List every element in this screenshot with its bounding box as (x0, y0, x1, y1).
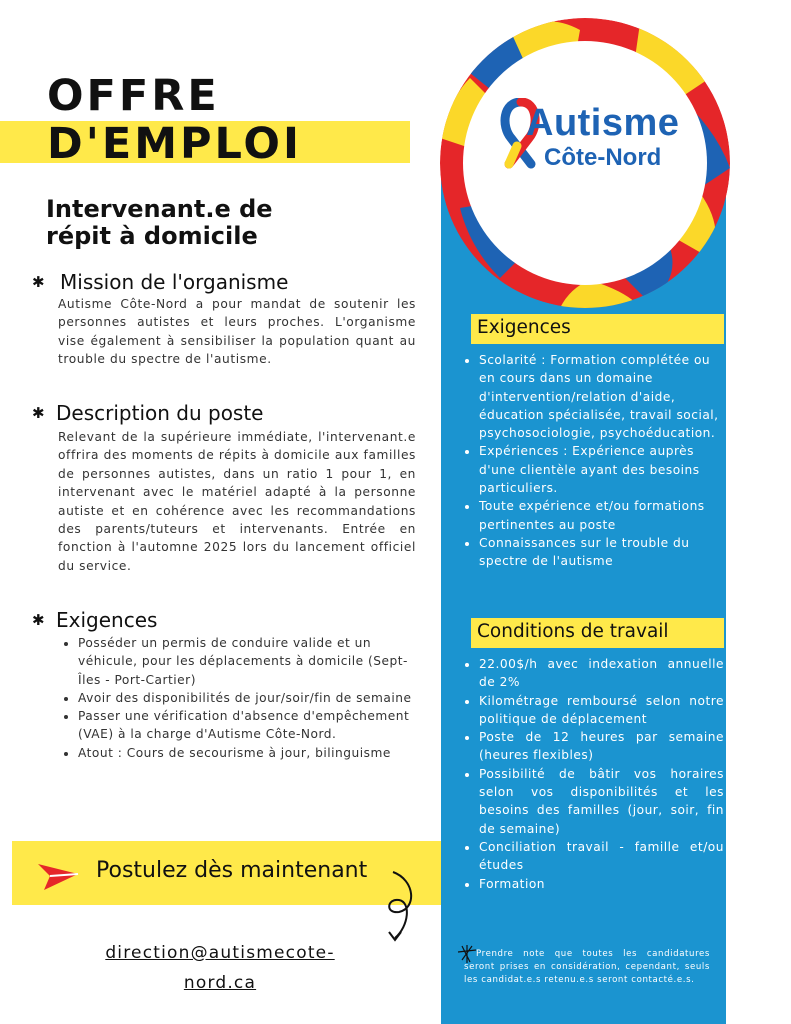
list-item: • 22.00$/h avec indexation annuelle de 2% (479, 655, 724, 692)
note: Prendre note que toutes les candidatures seront prises en considération, cependant, seuls les candidat.e.s retenu.e.s seront contacté.e.s. (464, 949, 710, 985)
list-item: • Posséder un permis de conduire valide et un véhicule, pour les déplacements à domicile (Sept-Îles - Port-Cartier) (78, 634, 428, 689)
list-item: • Atout : Cours de secourisme à jour, bilinguisme (78, 744, 428, 762)
requirements-list (60, 634, 428, 762)
conditions-list (465, 655, 724, 893)
asterisk-icon: ✱ (32, 611, 45, 629)
send-icon (36, 860, 80, 892)
curly-arrow-icon (375, 868, 425, 950)
page-title: OFFRE D'EMPLOI (47, 71, 302, 169)
apply-label[interactable]: Postulez dès maintenant (96, 858, 368, 883)
requirements-right-heading: Exigences (477, 317, 571, 338)
job-title: Intervenant.e de répit à domicile (46, 195, 273, 250)
description-body: Relevant de la supérieure immédiate, l'intervenant.e offrira des moments de répits à domicile aux familles de personnes autistes, dans un ratio 1 pour 1, en intervenant avec le matériel adapté à la personne autiste et en cohérence avec les recommandations des parents/tuteurs et intervenants. Entrée en fonction à l'automne 2025 lors du lancement officiel du service. (58, 430, 416, 573)
requirements-heading: ✱ Exigences (32, 608, 158, 632)
list-item: • Conciliation travail - famille et/ou études (479, 838, 724, 875)
mission-heading: ✱ Mission de l'organisme (32, 270, 289, 294)
list-item: • Connaissances sur le trouble du spectre de l'autisme (479, 534, 724, 571)
logo-name: Autisme (526, 102, 680, 144)
list-item: • Poste de 12 heures par semaine (heures flexibles) (479, 728, 724, 765)
list-item: • Scolarité : Formation complétée ou en cours dans un domaine d'intervention/relation d'aide, éducation spécialisée, travail social, psychosociologie, psychoéducation. (479, 351, 724, 442)
list-item: • Toute expérience et/ou formations pertinentes au poste (479, 497, 724, 534)
asterisk-icon: ✱ (32, 404, 45, 422)
list-item: • Expériences : Expérience auprès d'une clientèle ayant des besoins particuliers. (479, 442, 724, 497)
list-item: • Avoir des disponibilités de jour/soir/fin de semaine (78, 689, 428, 707)
requirements-right-list (465, 351, 724, 571)
list-item: • Possibilité de bâtir vos horaires selon vos disponibilités et les besoins des familles (jour, soir, fin de semaine) (479, 765, 724, 838)
logo-region: Côte-Nord (544, 144, 662, 171)
list-item: • Formation (479, 875, 724, 893)
conditions-heading: Conditions de travail (477, 621, 669, 642)
contact-email[interactable]: direction@autismecote- nord.ca (105, 943, 335, 993)
description-heading: ✱ Description du poste (32, 401, 264, 425)
list-item: • Passer une vérification d'absence d'empêchement (VAE) à la charge d'Autisme Côte-Nord. (78, 707, 428, 744)
asterisk-icon: ✱ (32, 273, 45, 291)
mission-body: Autisme Côte-Nord a pour mandat de soutenir les personnes autistes et leurs proches. L'organisme vise également à sensibiliser la population quant au trouble du spectre de l'autisme. (58, 297, 416, 367)
list-item: • Kilométrage remboursé selon notre politique de déplacement (479, 692, 724, 729)
